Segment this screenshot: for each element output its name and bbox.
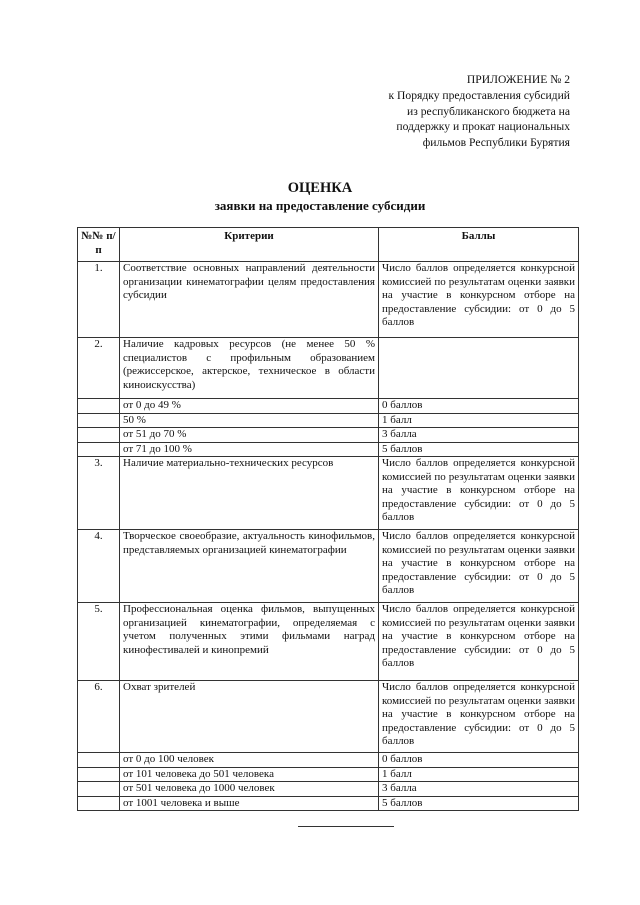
closing-rule: [298, 826, 394, 827]
document-title: ОЦЕНКА: [287, 180, 353, 196]
appendix-heading: ПРИЛОЖЕНИЕ № 2: [466, 73, 570, 86]
evaluation-table: [77, 227, 579, 811]
row-number: 2.: [78, 338, 120, 399]
row-score: 1 балл: [379, 413, 579, 428]
row-score: Число баллов определяется конкурсной комиссией по результатам оценки заявки на участие в конкурсном отборе на предоставление субсидии: от 0 до 5 баллов: [379, 681, 579, 753]
row-number: 4.: [78, 530, 120, 603]
row-number: [78, 796, 120, 811]
row-score: [379, 338, 579, 399]
row-criteria: Соответствие основных направлений деятельности организации кинематографии целям предоставления субсидии: [120, 262, 379, 338]
row-criteria: Профессиональная оценка фильмов, выпущенных организацией кинематографии, определяемая с учетом полученных этими фильмами наград кинофестивалей и кинопремий: [120, 603, 379, 681]
row-number: 6.: [78, 681, 120, 753]
row-score: 1 балл: [379, 767, 579, 782]
table-row: [78, 338, 579, 399]
header-num: №№ п/п: [78, 228, 120, 262]
row-score: Число баллов определяется конкурсной комиссией по результатам оценки заявки на участие в конкурсном отборе на предоставление субсидии: от 0 до 5 баллов: [379, 457, 579, 530]
row-number: 1.: [78, 262, 120, 338]
row-number: 3.: [78, 457, 120, 530]
row-number: 5.: [78, 603, 120, 681]
row-number: [78, 753, 120, 768]
table-row: [78, 530, 579, 603]
row-criteria: от 1001 человека и выше: [120, 796, 379, 811]
row-score: 5 баллов: [379, 442, 579, 457]
row-criteria: Охват зрителей: [120, 681, 379, 753]
appendix-line: фильмов Республики Бурятия: [422, 136, 570, 150]
table-row: [78, 399, 579, 414]
table-row: [78, 767, 579, 782]
row-number: [78, 399, 120, 414]
row-criteria: от 0 до 100 человек: [120, 753, 379, 768]
row-criteria: от 0 до 49 %: [120, 399, 379, 414]
row-score: Число баллов определяется конкурсной комиссией по результатам оценки заявки на участие в конкурсном отборе на предоставление субсидии: от 0 до 5 баллов: [379, 603, 579, 681]
table-row: [78, 262, 579, 338]
row-score: Число баллов определяется конкурсной комиссией по результатам оценки заявки на участие в конкурсном отборе на предоставление субсидии: от 0 до 5 баллов: [379, 530, 579, 603]
row-score: Число баллов определяется конкурсной комиссией по результатам оценки заявки на участие в конкурсном отборе на предоставление субсидии: от 0 до 5 баллов: [379, 262, 579, 338]
row-criteria: от 71 до 100 %: [120, 442, 379, 457]
row-score: 5 баллов: [379, 796, 579, 811]
row-score: 0 баллов: [379, 753, 579, 768]
appendix-block: [330, 72, 570, 151]
row-criteria: от 51 до 70 %: [120, 428, 379, 443]
row-criteria: от 501 человека до 1000 человек: [120, 782, 379, 797]
appendix-line: к Порядку предоставления субсидий: [388, 88, 570, 102]
row-score: 3 балла: [379, 782, 579, 797]
row-number: [78, 767, 120, 782]
table-row: [78, 681, 579, 753]
table-row: [78, 796, 579, 811]
header-criteria: Критерии: [120, 228, 379, 262]
table-row: [78, 603, 579, 681]
table-row: [78, 428, 579, 443]
appendix-line: из республиканского бюджета на: [407, 104, 570, 118]
table-row: [78, 413, 579, 428]
row-criteria: Наличие кадровых ресурсов (не менее 50 % специалистов с профильным образованием (режиссерское, актерское, техническое в области киноискусства): [120, 338, 379, 399]
row-criteria: Наличие материально-технических ресурсов: [120, 457, 379, 530]
row-criteria: 50 %: [120, 413, 379, 428]
table-row: [78, 442, 579, 457]
row-number: [78, 413, 120, 428]
row-criteria: от 101 человека до 501 человека: [120, 767, 379, 782]
row-score: 0 баллов: [379, 399, 579, 414]
appendix-line: поддержку и прокат национальных: [396, 120, 570, 134]
table-header-row: [78, 228, 579, 262]
table-row: [78, 782, 579, 797]
row-criteria: Творческое своеобразие, актуальность кинофильмов, представляемых организацией кинематографии: [120, 530, 379, 603]
row-number: [78, 428, 120, 443]
row-number: [78, 442, 120, 457]
table-row: [78, 457, 579, 530]
header-score: Баллы: [379, 228, 579, 262]
row-number: [78, 782, 120, 797]
table-row: [78, 753, 579, 768]
document-subtitle: заявки на предоставление субсидии: [214, 198, 426, 213]
row-score: 3 балла: [379, 428, 579, 443]
